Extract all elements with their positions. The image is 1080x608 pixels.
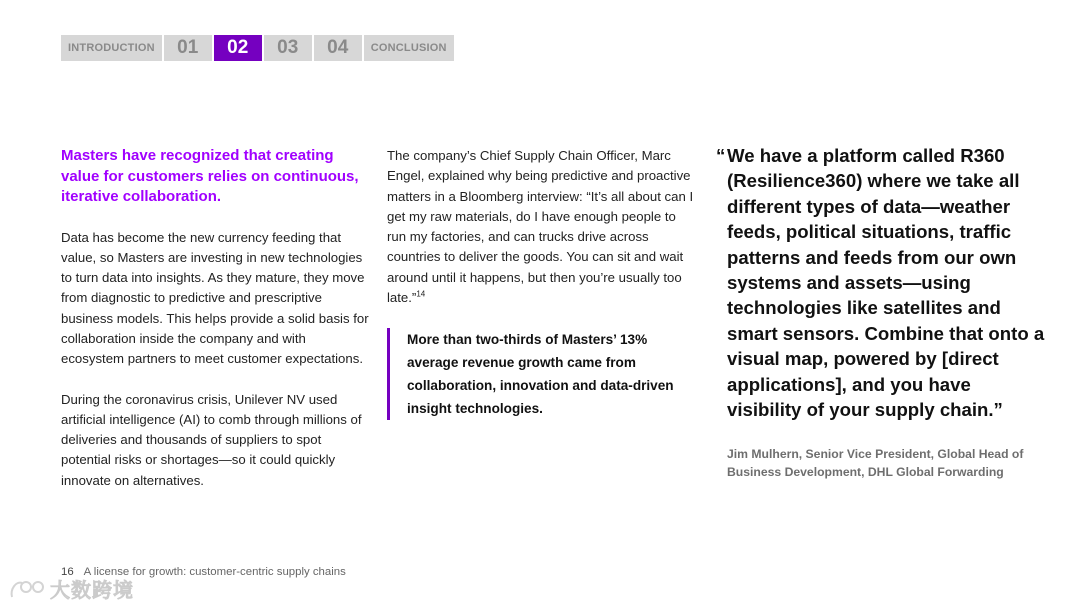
paragraph-data-currency: Data has become the new currency feeding that value, so Masters are investing in new technologies to turn data into insights. As they mature, they move from diagnostic to predictive and prescriptive business models. This helps provide a solid basis for collaboration inside the company and with ecosystem partners to meet customer expectations. — [61, 229, 369, 367]
tab-01[interactable]: 01 — [164, 35, 212, 61]
tab-03[interactable]: 03 — [264, 35, 312, 61]
open-quote-mark: “ — [716, 145, 726, 166]
page-number: 16 — [61, 566, 74, 578]
paragraph-engel-text: The company’s Chief Supply Chain Officer, Marc Engel, explained why being predictive and proactive matters in a Bloomberg interview: “It’s all about can I get my raw materials, do I have enough people to run my factories, and can trucks drive across countries to deliver the goods. You can sit and wait around until it happens, but then you’re usually too late.” — [387, 148, 694, 306]
left-column — [61, 146, 371, 491]
pull-quote-text: We have a platform called R360 (Resilience360) where we take all different types of data—weather feeds, political situations, traffic patterns and feeds from our own systems and assets—using technologies like satellites and smart sensors. Combine that onto a visual map, powered by [direct applications], and you have visibility of your supply chain.” — [727, 145, 1045, 421]
tab-02[interactable]: 02 — [214, 35, 262, 61]
watermark-text: 大数跨境 — [50, 580, 134, 602]
watermark — [8, 574, 134, 603]
middle-column — [387, 146, 697, 420]
quote-attribution: Jim Mulhern, Senior Vice President, Global Head of Business Development, DHL Global Forwarding — [727, 447, 1024, 479]
tab-introduction[interactable]: INTRODUCTION — [61, 35, 162, 61]
footnote-ref[interactable]: 14 — [416, 289, 426, 299]
lead-statement: Masters have recognized that creating value for customers relies on continuous, iterative collaboration. — [61, 147, 359, 205]
section-nav — [61, 35, 456, 61]
report-title: A license for growth: customer-centric supply chains — [83, 566, 346, 578]
tab-04[interactable]: 04 — [314, 35, 362, 61]
pull-quote — [716, 143, 1046, 422]
paragraph-engel — [387, 146, 697, 308]
right-column — [716, 143, 1046, 481]
tab-conclusion[interactable]: CONCLUSION — [364, 35, 454, 61]
paragraph-unilever: During the coronavirus crisis, Unilever NV used artificial intelligence (AI) to comb through millions of deliveries and thousands of suppliers to spot potential risks or shortages—so it could quickly innovate on alternatives. — [61, 391, 362, 488]
watermark-logo-icon — [8, 577, 46, 601]
stat-callout: More than two-thirds of Masters’ 13% average revenue growth came from collaboration, innovation and data-driven insight technologies. — [387, 328, 677, 420]
